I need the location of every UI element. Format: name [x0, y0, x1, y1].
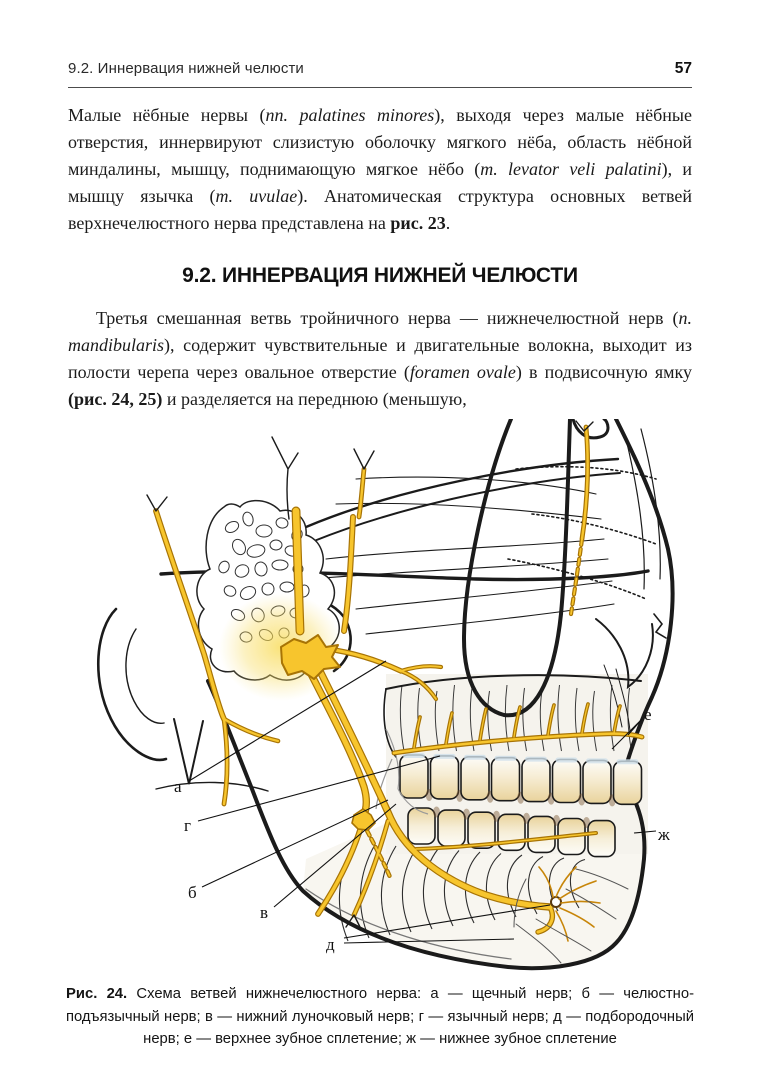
- body-paragraph: Третья смешанная ветвь тройничного нерва — нижнечелюстной нерв (n. mandibularis), содержит чувствительные и двигательные волокна, выходит из полости черепа через овальное отверстие (foramen ovale) в подвисочную ямку (рис. 24, 25) и разделяется на переднюю (меньшую,: [68, 308, 692, 409]
- page-number: 57: [674, 60, 692, 77]
- running-header: [68, 0, 692, 88]
- figure-label-v: в: [260, 903, 269, 922]
- section-heading: 9.2. ИННЕРВАЦИЯ НИЖНЕЙ ЧЕЛЮСТИ: [182, 264, 578, 287]
- figure-label-zh: ж: [658, 825, 670, 844]
- figure-label-e: е: [644, 705, 652, 724]
- submandibular-ganglion: [352, 809, 375, 830]
- running-head-title: 9.2. Иннервация нижней челюсти: [68, 60, 304, 77]
- figure-label-g: г: [184, 816, 191, 835]
- intro-paragraph: Малые нёбные нервы (nn. palatines minores), выходя через малые нёбные отверстия, иннервируют слизистую оболочку мягкого нёба, область нёбной миндалины, мышцу, поднимающую мягкое нёбо (m. levator veli palatini), и мышцу язычка (m. uvulae). Анатомическая структура основных ветвей верхнечелюстного нерва представлена на рис. 23.: [68, 105, 692, 233]
- figure-caption: Рис. 24. Схема ветвей нижнечелюстного нерва: а — щечный нерв; б — челюстно-подъязычный нерв; в — нижний луночковый нерв; г — язычный нерв; д — подбородочный нерв; е — верхнее зубное сплетение; ж — нижнее зубное сплетение: [66, 986, 694, 1047]
- mandibular-nerve-diagram: [56, 419, 704, 975]
- figure-label-d: д: [326, 935, 335, 954]
- figure-label-b: б: [188, 883, 197, 902]
- figure-24: [56, 419, 704, 975]
- figure-label-a: а: [174, 777, 182, 796]
